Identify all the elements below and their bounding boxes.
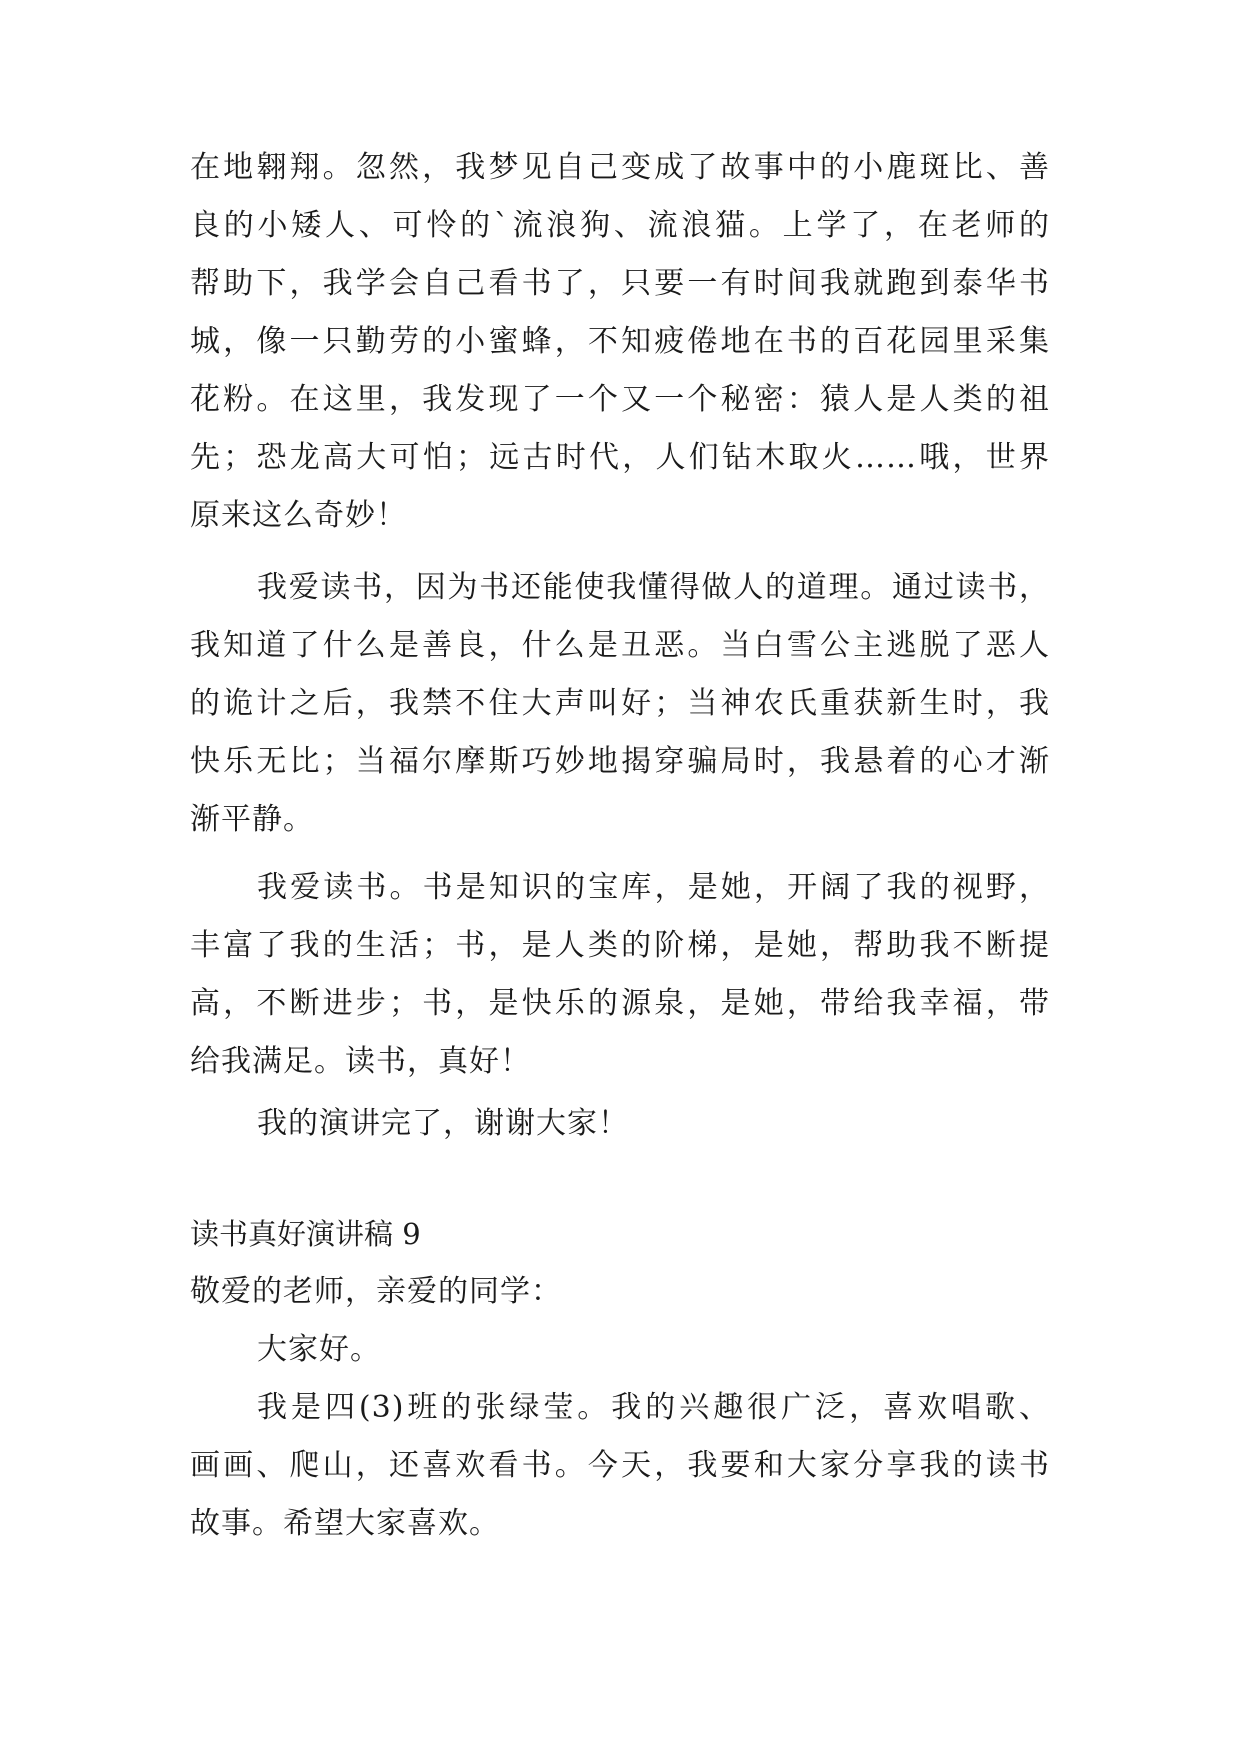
section-title: 读书真好演讲稿 9 [190,1217,421,1251]
paragraph-line: 先；恐龙高大可怕；远古时代，人们钻木取火……哦，世界 [190,440,1050,475]
paragraph-line: 快乐无比；当福尔摩斯巧妙地揭穿骗局时，我悬着的心才渐 [190,744,1050,779]
paragraph-line: 我爱读书，因为书还能使我懂得做人的道理。通过读书， [257,570,1050,605]
paragraph-line: 帮助下，我学会自己看书了，只要一有时间我就跑到泰华书 [190,266,1050,301]
paragraph-line: 城，像一只勤劳的小蜜蜂，不知疲倦地在书的百花园里采集 [190,324,1050,359]
paragraph-line: 我是四(3)班的张绿莹。我的兴趣很广泛，喜欢唱歌、 [257,1390,1050,1425]
paragraph-line: 高，不断进步；书，是快乐的源泉，是她，带给我幸福，带 [190,986,1050,1021]
paragraph-line: 画画、爬山，还喜欢看书。今天，我要和大家分享我的读书 [190,1448,1050,1483]
paragraph-line: 我知道了什么是善良，什么是丑恶。当白雪公主逃脱了恶人 [190,628,1050,663]
paragraph-line: 的诡计之后，我禁不住大声叫好；当神农氏重获新生时，我 [190,686,1050,721]
paragraph-line: 原来这么奇妙！ [190,498,407,533]
paragraph-line: 我的演讲完了，谢谢大家！ [257,1106,629,1141]
paragraph-line: 故事。希望大家喜欢。 [190,1506,500,1541]
paragraph-line: 花粉。在这里，我发现了一个又一个秘密：猿人是人类的祖 [190,382,1050,417]
salutation: 敬爱的老师，亲爱的同学： [190,1274,562,1309]
paragraph-line: 在地翱翔。忽然，我梦见自己变成了故事中的小鹿斑比、善 [190,150,1050,185]
paragraph-line: 渐平静。 [190,802,314,837]
paragraph-line: 丰富了我的生活；书，是人类的阶梯，是她，帮助我不断提 [190,928,1050,963]
greeting: 大家好。 [257,1332,381,1367]
paragraph-line: 良的小矮人、可怜的`流浪狗、流浪猫。上学了，在老师的 [190,208,1050,243]
paragraph-line: 给我满足。读书，真好！ [190,1044,531,1079]
paragraph-line: 我爱读书。书是知识的宝库，是她，开阔了我的视野， [257,870,1050,905]
